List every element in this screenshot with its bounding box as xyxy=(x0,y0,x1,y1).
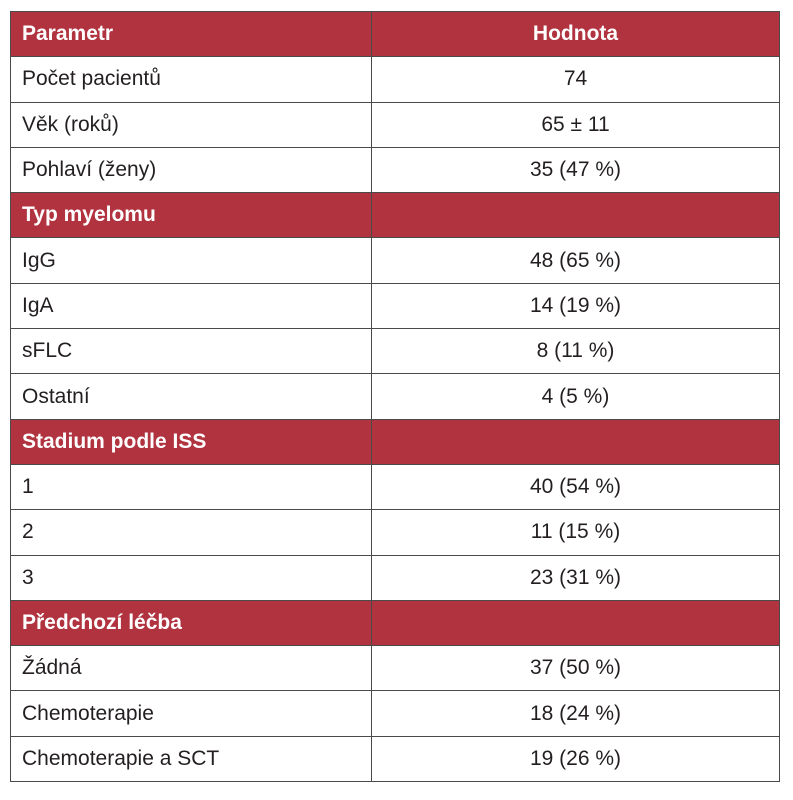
value-cell: 35 (47 %) xyxy=(372,147,780,192)
parameter-cell: 3 xyxy=(11,555,372,600)
header-parameter: Parametr xyxy=(11,12,372,57)
header-value: Hodnota xyxy=(372,12,780,57)
patient-characteristics-table-container xyxy=(10,11,779,782)
parameter-cell: Počet pacientů xyxy=(11,57,372,102)
table-row xyxy=(11,374,780,419)
parameter-cell: IgA xyxy=(11,283,372,328)
value-cell: 48 (65 %) xyxy=(372,238,780,283)
parameter-cell: Chemoterapie xyxy=(11,691,372,736)
table-row xyxy=(11,646,780,691)
table-row xyxy=(11,691,780,736)
section-value-empty xyxy=(372,419,780,464)
table-header-row xyxy=(11,12,780,57)
parameter-cell: 1 xyxy=(11,464,372,509)
section-value-empty xyxy=(372,600,780,645)
table-row xyxy=(11,464,780,509)
section-title: Stadium podle ISS xyxy=(11,419,372,464)
table-row xyxy=(11,329,780,374)
section-header-row xyxy=(11,419,780,464)
table-row xyxy=(11,555,780,600)
value-cell: 37 (50 %) xyxy=(372,646,780,691)
table-row xyxy=(11,283,780,328)
parameter-cell: IgG xyxy=(11,238,372,283)
section-title: Předchozí léčba xyxy=(11,600,372,645)
patient-characteristics-table xyxy=(10,11,780,782)
parameter-cell: Žádná xyxy=(11,646,372,691)
value-cell: 18 (24 %) xyxy=(372,691,780,736)
value-cell: 65 ± 11 xyxy=(372,102,780,147)
table-row xyxy=(11,510,780,555)
section-value-empty xyxy=(372,193,780,238)
parameter-cell: Věk (roků) xyxy=(11,102,372,147)
parameter-cell: Chemoterapie a SCT xyxy=(11,736,372,781)
parameter-cell: Pohlaví (ženy) xyxy=(11,147,372,192)
value-cell: 19 (26 %) xyxy=(372,736,780,781)
value-cell: 11 (15 %) xyxy=(372,510,780,555)
parameter-cell: sFLC xyxy=(11,329,372,374)
parameter-cell: 2 xyxy=(11,510,372,555)
table-row xyxy=(11,736,780,781)
value-cell: 14 (19 %) xyxy=(372,283,780,328)
value-cell: 40 (54 %) xyxy=(372,464,780,509)
section-title: Typ myelomu xyxy=(11,193,372,238)
table-body xyxy=(11,12,780,782)
table-row xyxy=(11,238,780,283)
value-cell: 23 (31 %) xyxy=(372,555,780,600)
table-row xyxy=(11,147,780,192)
parameter-cell: Ostatní xyxy=(11,374,372,419)
section-header-row xyxy=(11,600,780,645)
table-row xyxy=(11,102,780,147)
value-cell: 74 xyxy=(372,57,780,102)
value-cell: 4 (5 %) xyxy=(372,374,780,419)
table-row xyxy=(11,57,780,102)
section-header-row xyxy=(11,193,780,238)
value-cell: 8 (11 %) xyxy=(372,329,780,374)
